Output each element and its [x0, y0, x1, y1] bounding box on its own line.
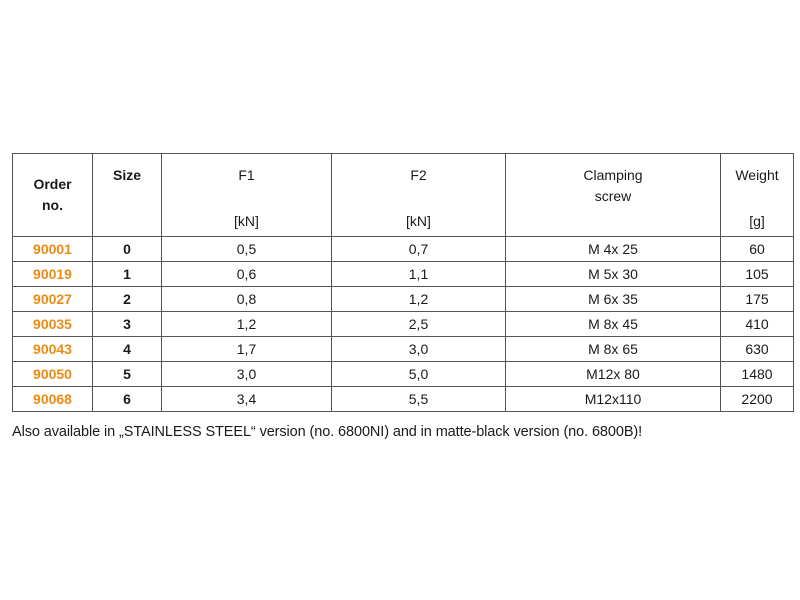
weight-cell: 1480 — [721, 362, 794, 387]
f1-cell: 0,8 — [162, 287, 332, 312]
screw-cell: M 5x 30 — [506, 262, 721, 287]
header-size-label: Size — [112, 167, 141, 183]
header-weight-unit: [g] — [749, 213, 765, 229]
order-number-cell: 90027 — [13, 287, 93, 312]
weight-cell: 60 — [721, 237, 794, 262]
size-cell: 1 — [93, 262, 162, 287]
table-row — [13, 387, 794, 412]
f1-cell: 1,2 — [162, 312, 332, 337]
f1-cell: 1,7 — [162, 337, 332, 362]
weight-cell: 2200 — [721, 387, 794, 412]
f1-cell: 0,5 — [162, 237, 332, 262]
table-row — [13, 262, 794, 287]
header-order-line2: no. — [42, 197, 63, 213]
size-cell: 0 — [93, 237, 162, 262]
header-f2 — [332, 154, 506, 237]
f2-cell: 1,2 — [332, 287, 506, 312]
screw-cell: M 4x 25 — [506, 237, 721, 262]
header-order-no — [13, 154, 93, 237]
table-row — [13, 287, 794, 312]
screw-cell: M12x 80 — [506, 362, 721, 387]
table-row — [13, 362, 794, 387]
weight-cell: 410 — [721, 312, 794, 337]
size-cell: 4 — [93, 337, 162, 362]
header-f2-unit: [kN] — [406, 213, 431, 229]
header-weight-label: Weight — [735, 167, 779, 183]
size-cell: 6 — [93, 387, 162, 412]
order-number-cell: 90035 — [13, 312, 93, 337]
header-clamping-screw — [506, 154, 721, 237]
size-cell: 2 — [93, 287, 162, 312]
table-row — [13, 337, 794, 362]
f2-cell: 3,0 — [332, 337, 506, 362]
order-number-cell: 90050 — [13, 362, 93, 387]
order-number-cell: 90068 — [13, 387, 93, 412]
header-screw-line2: screw — [594, 188, 632, 204]
f1-cell: 0,6 — [162, 262, 332, 287]
header-screw-line1: Clamping — [583, 167, 643, 183]
f2-cell: 5,0 — [332, 362, 506, 387]
weight-cell: 105 — [721, 262, 794, 287]
f1-cell: 3,0 — [162, 362, 332, 387]
header-weight — [721, 154, 794, 237]
f2-cell: 1,1 — [332, 262, 506, 287]
header-f1-unit: [kN] — [234, 213, 259, 229]
header-order-line1: Order — [33, 176, 72, 192]
header-f1 — [162, 154, 332, 237]
weight-cell: 630 — [721, 337, 794, 362]
screw-cell: M 8x 45 — [506, 312, 721, 337]
order-number-cell: 90001 — [13, 237, 93, 262]
size-cell: 5 — [93, 362, 162, 387]
header-row — [13, 154, 794, 237]
screw-cell: M 6x 35 — [506, 287, 721, 312]
f1-cell: 3,4 — [162, 387, 332, 412]
f2-cell: 2,5 — [332, 312, 506, 337]
order-number-cell: 90043 — [13, 337, 93, 362]
f2-cell: 0,7 — [332, 237, 506, 262]
table-row — [13, 312, 794, 337]
table-row — [13, 237, 794, 262]
order-number-cell: 90019 — [13, 262, 93, 287]
screw-cell: M 8x 65 — [506, 337, 721, 362]
header-f2-label: F2 — [410, 167, 427, 183]
screw-cell: M12x110 — [506, 387, 721, 412]
availability-note: Also available in „STAINLESS STEEL“ version (no. 6800NI) and in matte-black version (no. 6800B)! — [12, 424, 643, 440]
header-f1-label: F1 — [238, 167, 255, 183]
f2-cell: 5,5 — [332, 387, 506, 412]
weight-cell: 175 — [721, 287, 794, 312]
spec-table — [12, 153, 794, 412]
size-cell: 3 — [93, 312, 162, 337]
header-size — [93, 154, 162, 237]
